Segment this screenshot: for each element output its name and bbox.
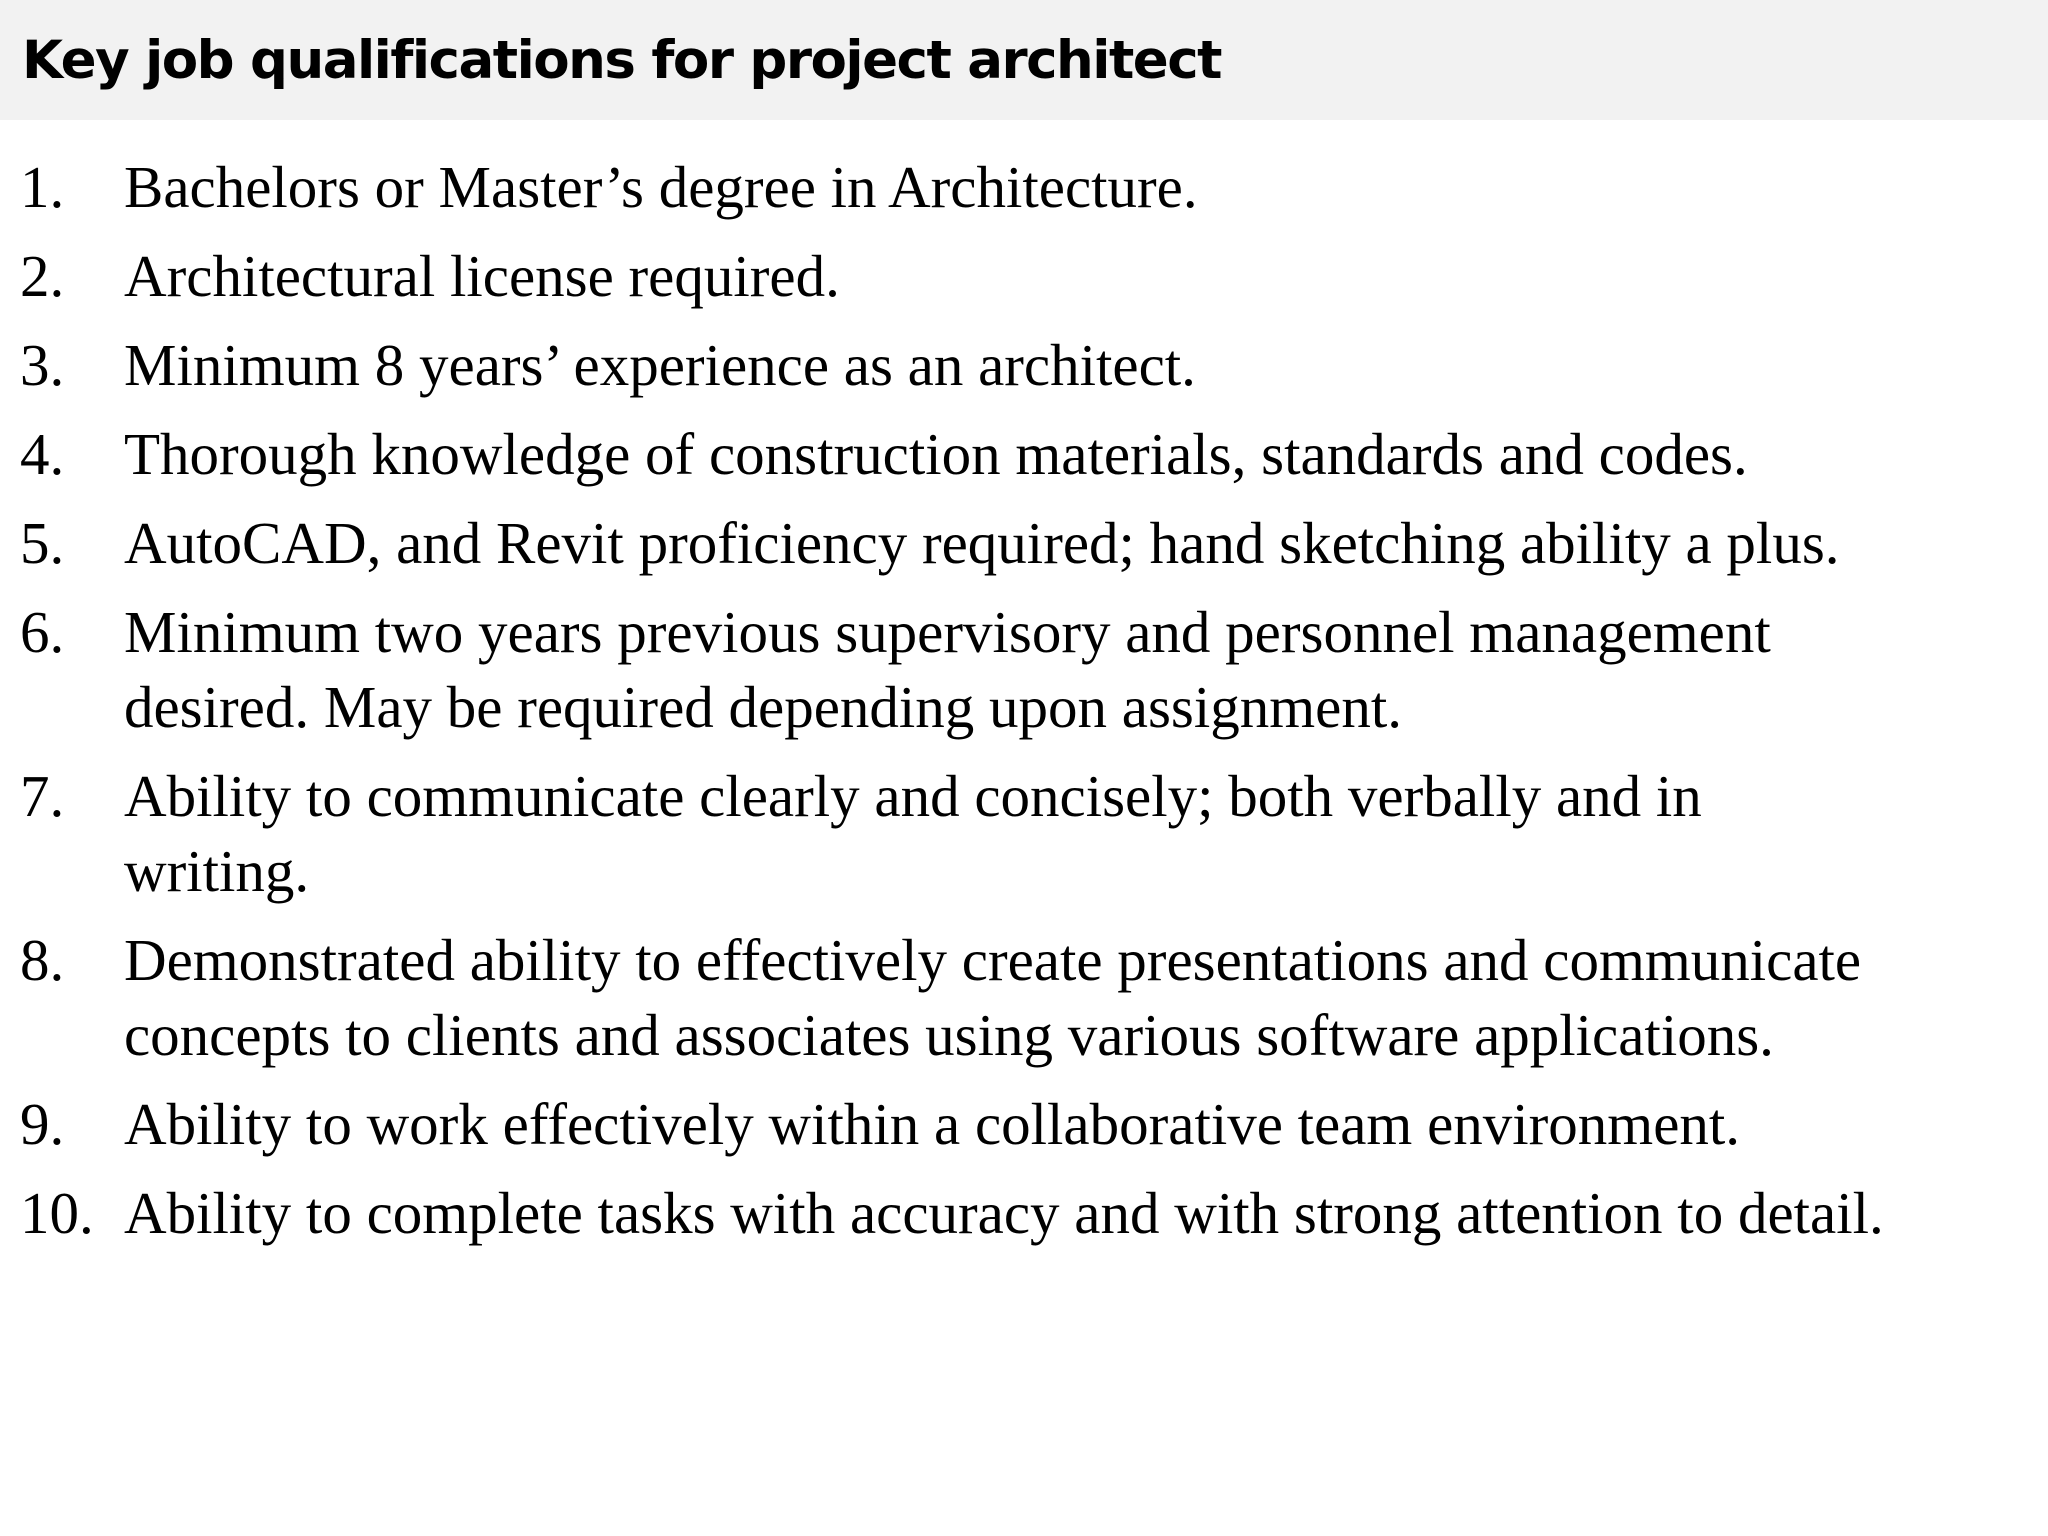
item-text: Thorough knowledge of construction materials, standards and codes. — [124, 421, 1748, 487]
item-number: 1. — [20, 154, 65, 220]
qualification-item-9 — [0, 1087, 2048, 1162]
item-text: Ability to work effectively within a collaborative team environment. — [124, 1091, 1741, 1157]
qualification-item-8 — [0, 923, 2048, 1073]
qualification-item-1 — [0, 150, 2048, 225]
item-number: 2. — [20, 243, 65, 309]
item-number: 9. — [20, 1091, 65, 1157]
item-number: 5. — [20, 510, 65, 576]
item-text: Ability to communicate clearly and concisely; both verbally and in writing. — [124, 763, 1702, 904]
item-text: Demonstrated ability to effectively create presentations and communicate concepts to clients and associates using various software applications. — [124, 927, 1862, 1068]
qualification-item-10 — [0, 1176, 2048, 1251]
page-title: Key job qualifications for project architect — [22, 30, 1221, 91]
title-bar — [0, 0, 2048, 120]
qualification-item-2 — [0, 239, 2048, 314]
item-number: 7. — [20, 763, 65, 829]
item-number: 10. — [20, 1180, 94, 1246]
item-text: AutoCAD, and Revit proficiency required; hand sketching ability a plus. — [124, 510, 1840, 576]
item-text: Minimum two years previous supervisory and personnel management desired. May be required depending upon assignment. — [124, 599, 1771, 740]
item-number: 6. — [20, 599, 65, 665]
qualification-item-6 — [0, 595, 2048, 745]
item-number: 4. — [20, 421, 65, 487]
item-text: Ability to complete tasks with accuracy and with strong attention to detail. — [124, 1180, 1884, 1246]
qualification-item-3 — [0, 328, 2048, 403]
qualification-item-7 — [0, 759, 2048, 909]
item-number: 3. — [20, 332, 65, 398]
qualifications-list — [0, 150, 2048, 1265]
qualification-item-4 — [0, 417, 2048, 492]
qualification-item-5 — [0, 506, 2048, 581]
item-number: 8. — [20, 927, 65, 993]
item-text: Bachelors or Master’s degree in Architecture. — [124, 154, 1198, 220]
item-text: Architectural license required. — [124, 243, 840, 309]
item-text: Minimum 8 years’ experience as an architect. — [124, 332, 1196, 398]
